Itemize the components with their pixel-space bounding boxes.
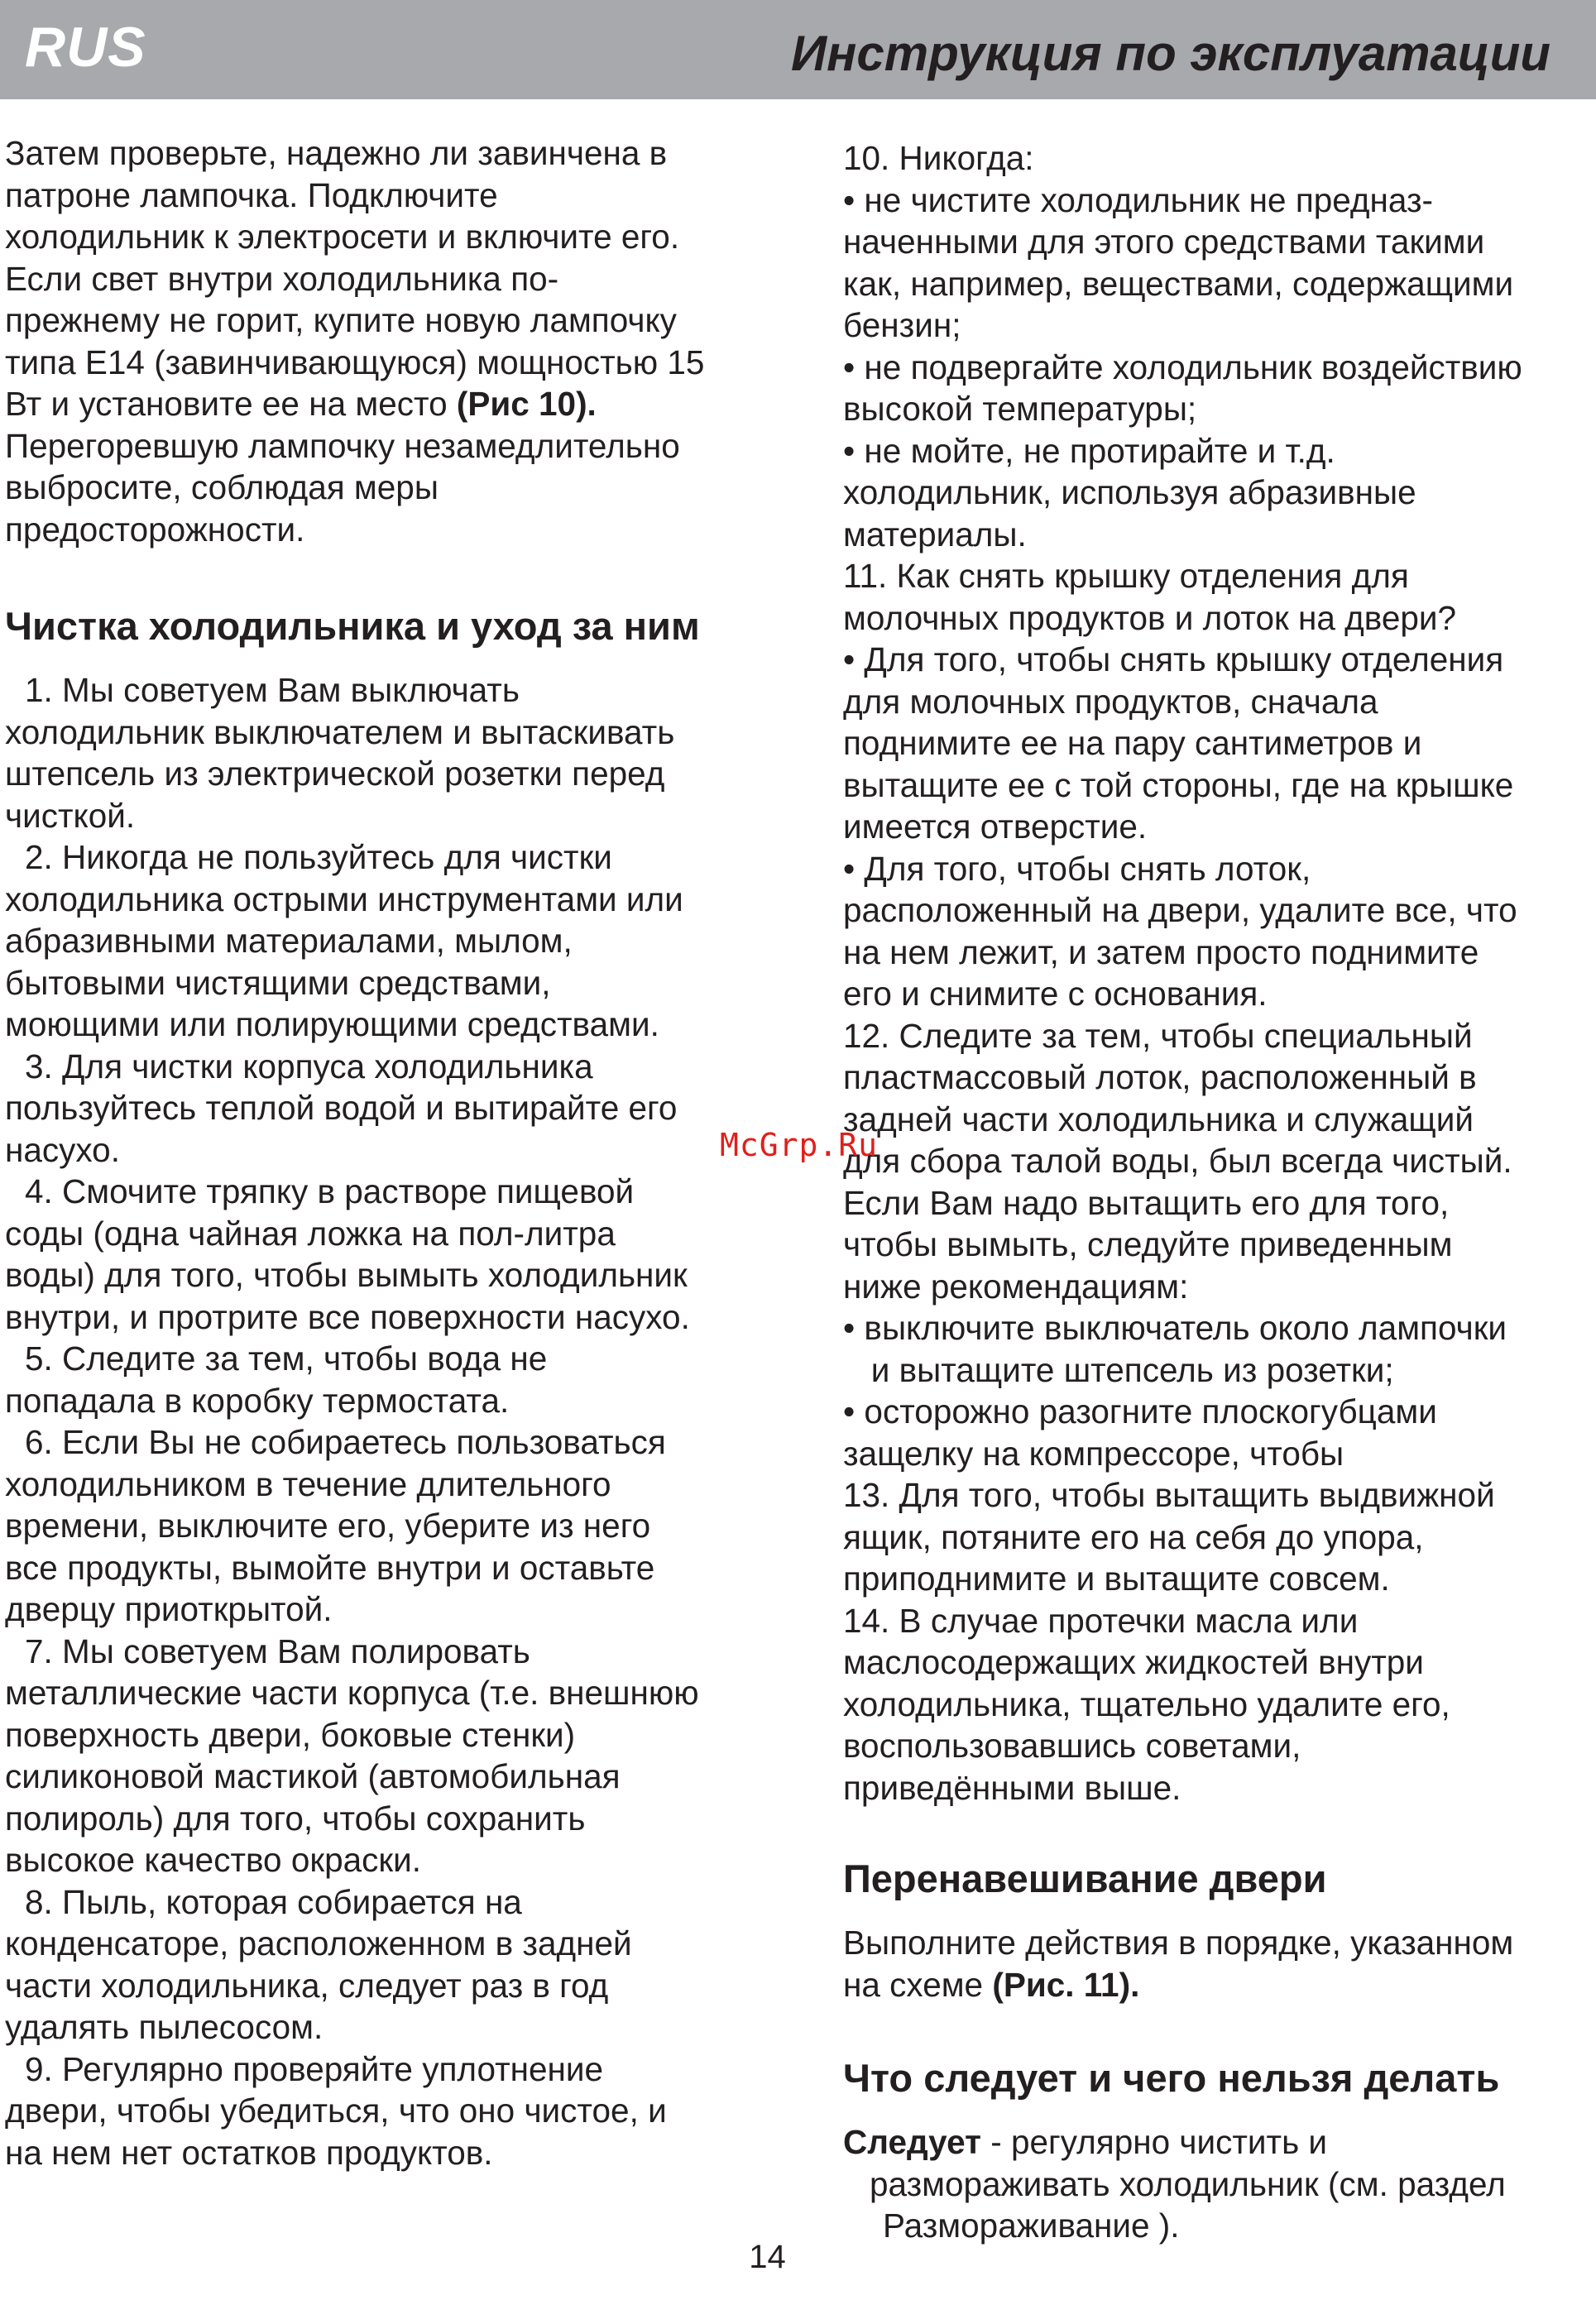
figure-reference: (Рис 10). <box>456 385 597 423</box>
text-line: его и снимите с основания. <box>843 975 1268 1013</box>
dos-paragraph <box>843 2121 1596 2247</box>
text-line: холодильник к электросети и включите его. <box>5 218 680 256</box>
text-line: холодильника, тщательно удалите его, <box>843 1684 1450 1723</box>
text-line: Если свет внутри холодильника по- <box>5 259 559 298</box>
text-line: воспользовавшись советами, <box>843 1727 1301 1765</box>
text-line: 4. Смочите тряпку в растворе пищевой <box>25 1172 635 1210</box>
section-heading-door-reversal: Перенавешивание двери <box>843 1857 1327 1900</box>
text-line: полироль) для того, чтобы сохранить <box>5 1799 586 1838</box>
text-line: высокой температуры; <box>843 390 1197 428</box>
text-line: на нем лежит, и затем просто поднимите <box>843 932 1479 971</box>
cleaning-item-2 <box>5 836 766 1046</box>
text-line: для молочных продуктов, сначала <box>843 682 1378 721</box>
text-line: молочных продуктов и лоток на двери? <box>843 598 1457 637</box>
text-line: 6. Если Вы не собираетесь пользоваться <box>25 1423 666 1461</box>
text-line: холодильник выключателем и вытаскивать <box>5 712 675 751</box>
text-line: Выполните действия в порядке, указанном <box>843 1924 1514 1962</box>
text-line: пользуйтесь теплой водой и вытирайте его <box>5 1089 678 1127</box>
text-line: холодильника острыми инструментами или <box>5 879 683 918</box>
text-line: 9. Регулярно проверяйте уплотнение <box>25 2049 604 2088</box>
text-line: штепсель из электрической розетки перед <box>5 755 665 793</box>
text-line: 7. Мы советуем Вам полировать <box>25 1632 530 1670</box>
text-line: • Для того, чтобы снять крышку отделения <box>843 640 1504 678</box>
text-line: поверхность двери, боковые стенки) <box>5 1715 576 1754</box>
page-number: 14 <box>749 2239 786 2275</box>
text-line: 5. Следите за тем, чтобы вода не <box>25 1339 548 1378</box>
text-line: задней части холодильника и служащий <box>843 1100 1474 1138</box>
cleaning-item-1 <box>5 669 766 836</box>
text-line: холодильником в течение длительного <box>5 1464 611 1503</box>
text-line: 13. Для того, чтобы вытащить выдвижной <box>843 1476 1495 1514</box>
section-heading-cleaning: Чистка холодильника и уход за ним <box>5 604 700 648</box>
text-line: насухо. <box>5 1130 120 1169</box>
text-line: приведёнными выше. <box>843 1768 1181 1807</box>
text-span: Вт и установите ее на место <box>5 385 457 423</box>
text-line: абразивными материалами, мылом, <box>5 922 573 960</box>
text-line: прежнему не горит, купите новую лампочку <box>5 301 677 339</box>
text-line: 8. Пыль, которая собирается на <box>25 1882 522 1921</box>
instructions-continued <box>843 137 1596 1809</box>
text-line: наченными для этого средствами такими <box>843 223 1485 261</box>
text-line: Затем проверьте, надежно ли завинчена в <box>5 134 668 172</box>
text-line: все продукты, вымойте внутри и оставьте <box>5 1548 655 1587</box>
text-line: 10. Никогда: <box>843 139 1034 177</box>
text-line: материалы. <box>843 515 1027 553</box>
intro-paragraph <box>5 132 766 550</box>
text-line <box>5 383 766 425</box>
text-line: приподнимите и вытащите совсем. <box>843 1560 1390 1598</box>
text-line: имеется отверстие. <box>843 807 1148 846</box>
text-line: удалять пылесосом. <box>5 2008 324 2046</box>
text-line: 2. Никогда не пользуйтесь для чистки <box>25 838 612 876</box>
manual-title: Инструкция по эксплуатации <box>791 26 1550 81</box>
text-line: внутри, и протрите все поверхности насухо. <box>5 1297 690 1336</box>
text-line: 11. Как снять крышку отделения для <box>843 557 1409 595</box>
text-line: времени, выключите его, уберите из него <box>5 1507 651 1545</box>
text-line: расположенный на двери, удалите все, что <box>843 891 1517 929</box>
text-line: части холодильника, следует раз в год <box>5 1966 609 2005</box>
do-label: Следует <box>843 2123 981 2161</box>
text-line: • Для того, чтобы снять лоток, <box>843 849 1311 888</box>
page-header <box>0 0 1596 99</box>
text-line: воды) для того, чтобы вымыть холодильник <box>5 1256 688 1294</box>
text-line: холодильник, используя абразивные <box>843 473 1416 511</box>
text-line: патроне лампочка. Подключите <box>5 175 498 214</box>
text-line: выбросите, соблюдая меры <box>5 468 439 506</box>
door-reversal-paragraph <box>843 1922 1596 2005</box>
text-line: маслосодержащих жидкостей внутри <box>843 1643 1424 1681</box>
text-line: бензин; <box>843 306 961 344</box>
language-label: RUS <box>25 16 146 79</box>
text-line: пластмассовый лоток, расположенный в <box>843 1058 1477 1096</box>
text-line: чтобы вымыть, следуйте приведенным <box>843 1225 1453 1263</box>
text-line: ниже рекомендациям: <box>843 1267 1189 1306</box>
cleaning-item-7 <box>5 1631 766 1881</box>
text-line: конденсаторе, расположенном в задней <box>5 1924 632 1962</box>
cleaning-item-5 <box>5 1338 766 1421</box>
text-line: двери, чтобы убедиться, что оно чистое, и <box>5 2092 667 2130</box>
right-column <box>843 137 1596 2247</box>
cleaning-item-6 <box>5 1421 766 1631</box>
text-line: ящик, потяните его на себя до упора, <box>843 1517 1424 1556</box>
text-line: • выключите выключатель около лампочки <box>843 1309 1507 1347</box>
text-line: 3. Для чистки корпуса холодильника <box>25 1047 593 1085</box>
section-heading-dos-and-donts: Что следует и чего нельзя делать <box>843 2056 1500 2100</box>
cleaning-item-4 <box>5 1171 766 1338</box>
cleaning-item-9 <box>5 2048 766 2174</box>
text-line <box>843 2121 1596 2163</box>
text-line: Перегоревшую лампочку незамедлительно <box>5 426 680 465</box>
text-line: предосторожности. <box>5 510 305 549</box>
text-line: 1. Мы советуем Вам выключать <box>25 671 520 709</box>
text-line: моющими или полирующими средствами. <box>5 1005 659 1043</box>
text-line: бытовыми чистящими средствами, <box>5 963 551 1002</box>
text-span: - регулярно чистить и <box>980 2123 1328 2161</box>
figure-reference: (Рис. 11). <box>992 1965 1140 2004</box>
text-line <box>843 1964 1596 2006</box>
text-line: поднимите ее на пару сантиметров и <box>843 724 1422 762</box>
text-line: размораживать холодильник (см. раздел <box>870 2164 1506 2203</box>
cleaning-item-8 <box>5 1881 766 2048</box>
text-line: попадала в коробку термостата. <box>5 1381 510 1420</box>
text-line: и вытащите штепсель из розетки; <box>843 1350 1394 1389</box>
text-line: • осторожно разогните плоскогубцами <box>843 1392 1437 1430</box>
text-line: • не мойте, не протирайте и т.д. <box>843 431 1335 470</box>
text-line: типа Е14 (завинчивающуюся) мощностью 15 <box>5 343 705 381</box>
text-span: на схеме <box>843 1965 993 2004</box>
text-line: для сбора талой воды, был всегда чистый. <box>843 1142 1512 1180</box>
text-line: высокое качество окраски. <box>5 1841 421 1879</box>
text-line: Если Вам надо вытащить его для того, <box>843 1183 1450 1222</box>
cleaning-item-3 <box>5 1046 766 1172</box>
text-line: 14. В случае протечки масла или <box>843 1601 1359 1640</box>
text-line: Размораживание ). <box>883 2207 1180 2245</box>
text-line: чисткой. <box>5 796 136 835</box>
text-line: • не чистите холодильник не предназ- <box>843 180 1434 219</box>
text-line: на нем нет остатков продуктов. <box>5 2133 493 2172</box>
text-line: как, например, веществами, содержащими <box>843 264 1514 303</box>
watermark: McGrp.Ru <box>720 1127 879 1163</box>
text-line: силиконовой мастикой (автомобильная <box>5 1757 621 1795</box>
text-line: металлические части корпуса (т.е. внешнюю <box>5 1674 699 1712</box>
text-line: защелку на компрессоре, чтобы <box>843 1434 1344 1473</box>
text-line: соды (одна чайная ложка на пол-литра <box>5 1214 616 1253</box>
text-line: • не подвергайте холодильник воздействию <box>843 347 1522 386</box>
text-line: 12. Следите за тем, чтобы специальный <box>843 1016 1473 1055</box>
text-line: дверцу приоткрытой. <box>5 1590 333 1628</box>
left-column <box>5 132 766 2173</box>
text-line: вытащите ее с той стороны, где на крышке <box>843 765 1514 804</box>
